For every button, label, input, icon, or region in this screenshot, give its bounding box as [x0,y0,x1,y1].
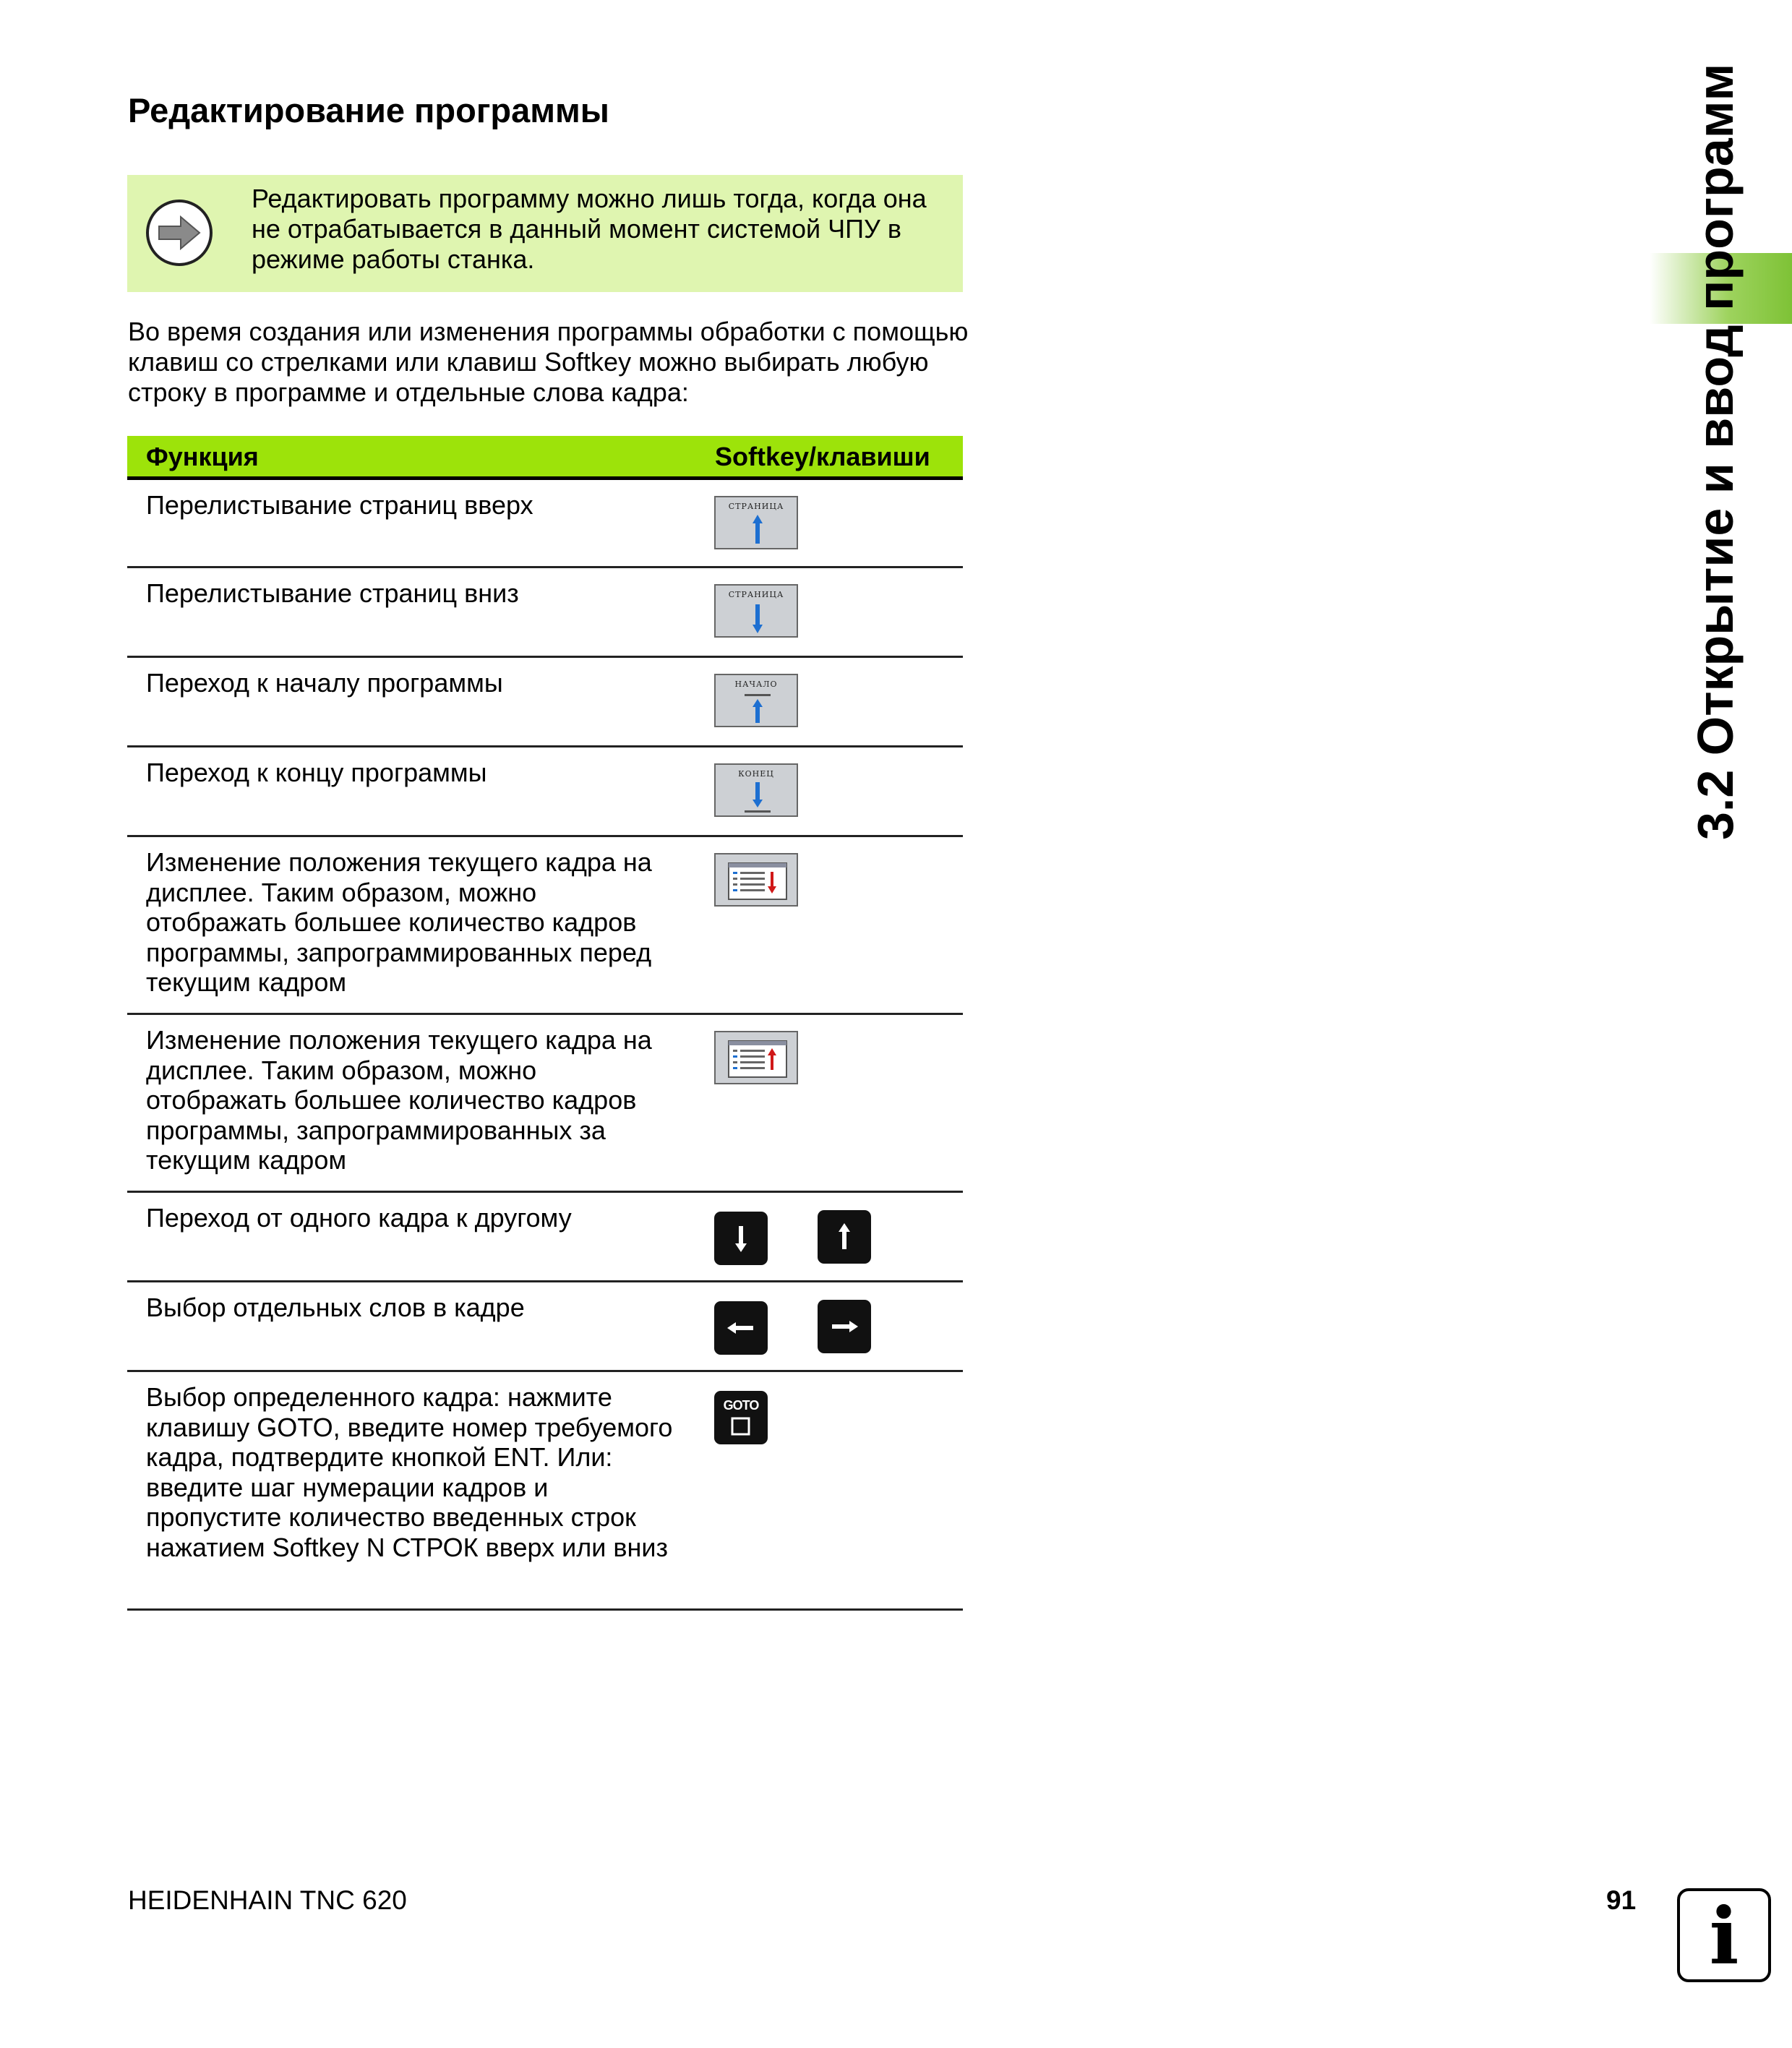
row-description: Переход от одного кадра к другому [146,1203,572,1233]
table-row [127,480,963,568]
note-box [127,175,963,292]
scroll-list-up-icon [716,1032,799,1086]
info-glyph: i [1709,1891,1739,1982]
info-icon [1677,1888,1771,1982]
row-description: Переход к концу программы [146,758,487,787]
intro-paragraph: Во время создания или изменения программы обработки с помощью клавиш со стрелками или клавиш Softkey можно выбирать любую строку в программе и отдельные слова кадра: [128,317,969,407]
row-description: Изменение положения текущего кадра на дисплее. Таким образом, можно отображать большее количество кадров программы, запрограммированных перед текущим кадром [146,847,652,997]
table-row [127,568,963,658]
arrow-down-to-bar-icon [716,765,799,818]
program-begin-softkey[interactable] [714,674,798,727]
table-row [127,1282,963,1372]
softkey-label: КОНЕЦ [738,769,774,779]
page-down-softkey[interactable] [714,584,798,638]
row-description: Выбор определенного кадра: нажмите клавишу GOTO, введите номер требуемого кадра, подтвердите кнопкой ENT. Или: введите шаг нумерации кадров и пропустите количество введенных строк нажатием Softkey N СТРОК вверх или вниз [146,1382,673,1562]
goto-key-label: GOTO [723,1398,759,1413]
table-row [127,1372,963,1611]
softkey-label: СТРАНИЦА [728,502,784,511]
column-header-function: Функция [146,442,259,471]
table-row [127,837,963,1015]
scroll-list-down-softkey[interactable] [714,853,798,907]
arrow-right-icon [146,200,213,266]
arrow-up-key-icon [818,1210,871,1264]
column-header-keys: Softkey/клавиши [715,442,930,471]
page-up-softkey[interactable] [714,496,798,549]
softkey-label: СТРАНИЦА [728,590,784,599]
row-description: Выбор отдельных слов в кадре [146,1293,525,1322]
row-description: Изменение положения текущего кадра на дисплее. Таким образом, можно отображать большее количество кадров программы, запрограммированных за текущим кадром [146,1025,652,1175]
goto-key[interactable] [714,1391,768,1444]
table-row [127,747,963,837]
arrow-up-to-bar-icon [716,675,799,729]
arrow-down-key[interactable] [714,1212,768,1265]
arrow-left-key[interactable] [714,1301,768,1355]
arrow-down-key-icon [714,1212,768,1265]
arrow-up-icon [716,497,799,551]
arrow-up-key[interactable] [818,1210,871,1264]
arrow-down-icon [716,586,799,639]
row-description: Перелистывание страниц вверх [146,490,533,520]
footer-product: HEIDENHAIN TNC 620 [128,1885,407,1915]
softkey-label: НАЧАЛО [734,680,778,689]
scroll-list-up-softkey[interactable] [714,1031,798,1084]
row-description: Переход к началу программы [146,668,503,698]
table-header [127,436,963,480]
table-row [127,1015,963,1193]
arrow-right-key[interactable] [818,1300,871,1353]
chapter-title: 3.2 Открытие и ввод программ [1687,63,1744,840]
page-number: 91 [1606,1885,1637,1915]
program-end-softkey[interactable] [714,763,798,817]
page-title: Редактирование программы [128,91,609,129]
goto-key-icon [714,1391,768,1444]
arrow-right-key-icon [818,1300,871,1353]
note-text: Редактировать программу можно лишь тогда, когда она не отрабатывается в данный момент системой ЧПУ в режиме работы станка. [252,184,927,274]
row-description: Перелистывание страниц вниз [146,578,519,608]
scroll-list-down-icon [716,854,799,908]
table-row [127,1193,963,1282]
arrow-left-key-icon [714,1301,768,1355]
table-row [127,658,963,747]
